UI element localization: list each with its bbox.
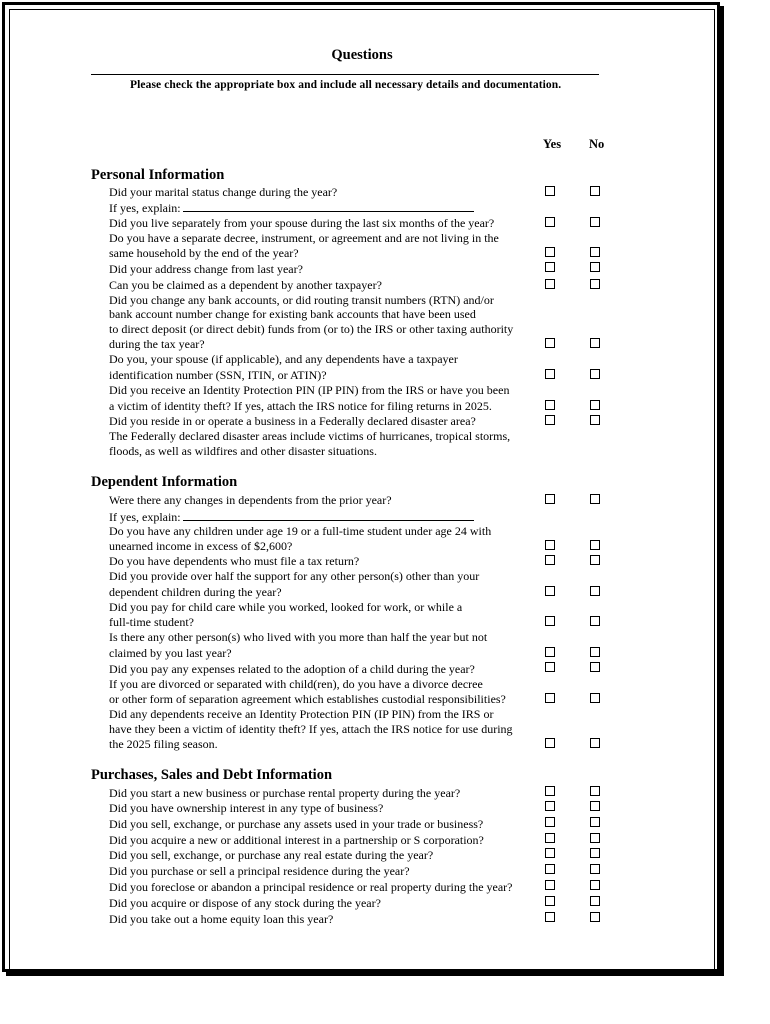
question-text: claimed by you last year? — [109, 646, 232, 660]
question-text: Did you pay any expenses related to the adoption of a child during the year? — [109, 662, 475, 676]
question-text: Did you have ownership interest in any type of business? — [109, 801, 384, 815]
title-rule — [91, 74, 599, 75]
yes-checkbox[interactable] — [545, 217, 555, 227]
question-text: Did you pay for child care while you worked, looked for work, or while a — [109, 600, 463, 614]
question-text: Did you reside in or operate a business in a Federally declared disaster area? — [109, 414, 476, 428]
instructions: Please check the appropriate box and include all necessary details and documentation. — [130, 79, 562, 91]
question-text: full-time student? — [109, 615, 194, 629]
question-text: Can you be claimed as a dependent by another taxpayer? — [109, 278, 382, 292]
yes-checkbox[interactable] — [545, 786, 555, 796]
question-text: Did your marital status change during the year? — [109, 185, 338, 199]
yes-checkbox[interactable] — [545, 864, 555, 874]
no-checkbox[interactable] — [590, 880, 600, 890]
no-checkbox[interactable] — [590, 494, 600, 504]
question-text: dependent children during the year? — [109, 585, 282, 599]
no-checkbox[interactable] — [590, 217, 600, 227]
yes-checkbox[interactable] — [545, 880, 555, 890]
question-text: Were there any changes in dependents from the prior year? — [109, 493, 392, 507]
yes-checkbox[interactable] — [545, 586, 555, 596]
section-title-personal: Personal Information — [91, 167, 225, 183]
no-checkbox[interactable] — [590, 369, 600, 379]
no-checkbox[interactable] — [590, 555, 600, 565]
yes-checkbox[interactable] — [545, 247, 555, 257]
yes-checkbox[interactable] — [545, 662, 555, 672]
question-text: Did any dependents receive an Identity Protection PIN (IP PIN) from the IRS or — [109, 707, 494, 721]
no-checkbox[interactable] — [590, 864, 600, 874]
yes-checkbox[interactable] — [545, 555, 555, 565]
question-text: Do you have dependents who must file a tax return? — [109, 554, 360, 568]
no-checkbox[interactable] — [590, 801, 600, 811]
question-text: If you are divorced or separated with child(ren), do you have a divorce decree — [109, 677, 483, 691]
no-checkbox[interactable] — [590, 848, 600, 858]
yes-checkbox[interactable] — [545, 896, 555, 906]
explain-label: If yes, explain: — [109, 201, 181, 215]
no-checkbox[interactable] — [590, 786, 600, 796]
yes-checkbox[interactable] — [545, 738, 555, 748]
no-checkbox[interactable] — [590, 415, 600, 425]
yes-checkbox[interactable] — [545, 369, 555, 379]
yes-checkbox[interactable] — [545, 616, 555, 626]
question-text: Do you have a separate decree, instrument, or agreement and are not living in the — [109, 231, 499, 245]
question-text: same household by the end of the year? — [109, 246, 299, 260]
explain-line — [109, 200, 474, 216]
page-border-shadow — [6, 972, 724, 976]
no-checkbox[interactable] — [590, 896, 600, 906]
explain-line — [109, 509, 474, 525]
yes-checkbox[interactable] — [545, 262, 555, 272]
question-text: Is there any other person(s) who lived with you more than half the year but not — [109, 630, 488, 644]
no-checkbox[interactable] — [590, 738, 600, 748]
yes-checkbox[interactable] — [545, 912, 555, 922]
no-checkbox[interactable] — [590, 833, 600, 843]
question-text: Did you take out a home equity loan this year? — [109, 912, 334, 926]
question-text: a victim of identity theft? If yes, attach the IRS notice for filing returns in 2025. — [109, 399, 492, 413]
no-checkbox[interactable] — [590, 186, 600, 196]
no-checkbox[interactable] — [590, 647, 600, 657]
question-text: Do you, your spouse (if applicable), and any dependents have a taxpayer — [109, 352, 458, 366]
explain-field[interactable] — [183, 509, 474, 521]
question-text: bank account number change for existing bank accounts that have been used — [109, 307, 476, 321]
yes-checkbox[interactable] — [545, 817, 555, 827]
explain-field[interactable] — [183, 200, 474, 212]
page-border-shadow — [720, 6, 724, 976]
no-checkbox[interactable] — [590, 693, 600, 703]
question-text: Do you have any children under age 19 or a full-time student under age 24 with — [109, 524, 492, 538]
yes-checkbox[interactable] — [545, 415, 555, 425]
yes-checkbox[interactable] — [545, 186, 555, 196]
yes-column-header: Yes — [543, 137, 562, 151]
no-checkbox[interactable] — [590, 247, 600, 257]
question-text: The Federally declared disaster areas include victims of hurricanes, tropical storms, — [109, 429, 511, 443]
yes-checkbox[interactable] — [545, 338, 555, 348]
question-text: Did you change any bank accounts, or did routing transit numbers (RTN) and/or — [109, 293, 494, 307]
question-text: Did you acquire or dispose of any stock during the year? — [109, 896, 381, 910]
page-title: Questions — [331, 47, 393, 63]
question-text: floods, as well as wildfires and other disaster situations. — [109, 444, 377, 458]
yes-checkbox[interactable] — [545, 833, 555, 843]
no-column-header: No — [589, 137, 605, 151]
yes-checkbox[interactable] — [545, 494, 555, 504]
no-checkbox[interactable] — [590, 400, 600, 410]
yes-checkbox[interactable] — [545, 801, 555, 811]
question-text: Did you live separately from your spouse during the last six months of the year? — [109, 216, 495, 230]
no-checkbox[interactable] — [590, 662, 600, 672]
no-checkbox[interactable] — [590, 912, 600, 922]
question-text: Did you sell, exchange, or purchase any real estate during the year? — [109, 848, 434, 862]
question-text: Did you acquire a new or additional interest in a partnership or S corporation? — [109, 833, 484, 847]
explain-label: If yes, explain: — [109, 510, 181, 524]
question-text: Did you purchase or sell a principal residence during the year? — [109, 864, 410, 878]
question-text: or other form of separation agreement which establishes custodial responsibilities? — [109, 692, 506, 706]
no-checkbox[interactable] — [590, 616, 600, 626]
no-checkbox[interactable] — [590, 262, 600, 272]
section-title-dependent: Dependent Information — [91, 474, 238, 490]
question-text: during the tax year? — [109, 337, 205, 351]
question-text: Did your address change from last year? — [109, 262, 303, 276]
question-text: Did you foreclose or abandon a principal residence or real property during the year? — [109, 880, 513, 894]
no-checkbox[interactable] — [590, 817, 600, 827]
yes-checkbox[interactable] — [545, 540, 555, 550]
yes-checkbox[interactable] — [545, 848, 555, 858]
section-title-purchases: Purchases, Sales and Debt Information — [91, 767, 333, 783]
question-text: Did you start a new business or purchase rental property during the year? — [109, 786, 461, 800]
question-text: have they been a victim of identity theft? If yes, attach the IRS notice for use during — [109, 722, 513, 736]
yes-checkbox[interactable] — [545, 279, 555, 289]
question-text: identification number (SSN, ITIN, or ATIN)? — [109, 368, 327, 382]
yes-checkbox[interactable] — [545, 400, 555, 410]
question-text: Did you provide over half the support for any other person(s) other than your — [109, 569, 480, 583]
no-checkbox[interactable] — [590, 279, 600, 289]
no-checkbox[interactable] — [590, 338, 600, 348]
yes-checkbox[interactable] — [545, 693, 555, 703]
no-checkbox[interactable] — [590, 586, 600, 596]
question-text: to direct deposit (or direct debit) funds from (or to) the IRS or other taxing authority — [109, 322, 514, 336]
no-checkbox[interactable] — [590, 540, 600, 550]
question-text: the 2025 filing season. — [109, 737, 218, 751]
question-text: unearned income in excess of $2,600? — [109, 539, 293, 553]
yes-checkbox[interactable] — [545, 647, 555, 657]
question-text: Did you sell, exchange, or purchase any assets used in your trade or business? — [109, 817, 484, 831]
question-text: Did you receive an Identity Protection PIN (IP PIN) from the IRS or have you been — [109, 383, 510, 397]
